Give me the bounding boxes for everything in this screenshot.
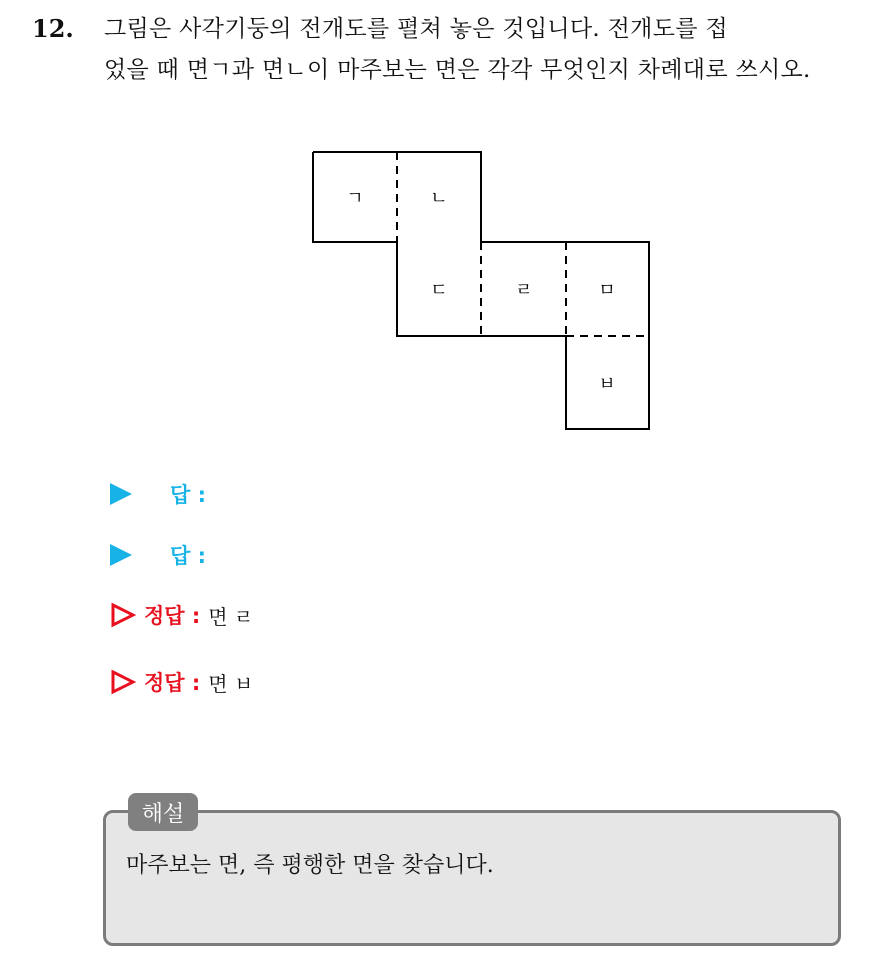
- correct-answer-label: 정답 :: [144, 671, 201, 695]
- prism-net-diagram: [0, 0, 884, 470]
- correct-answer-row-2: [110, 667, 253, 697]
- face-label-rieul: ㄹ: [515, 280, 533, 301]
- face-label-giyeok: ㄱ: [346, 188, 364, 209]
- question-text-line2: 었을 때 면ㄱ과 면ㄴ이 마주보는 면은 각각 무엇인지 차례대로 쓰시오.: [104, 57, 811, 83]
- solution-tag: 해설: [128, 793, 198, 831]
- correct-marker-icon: [110, 669, 136, 695]
- correct-answer-label: 정답 :: [144, 604, 201, 628]
- answer-row-1: [110, 479, 206, 509]
- face-label-digeut: ㄷ: [430, 280, 448, 301]
- face-label-bieup: ㅂ: [598, 374, 616, 395]
- question-number: 12.: [32, 14, 74, 43]
- question-text-line1: 그림은 사각기둥의 전개도를 펼쳐 놓은 것입니다. 전개도를 접: [104, 16, 728, 42]
- answer-label: 답 :: [170, 483, 206, 507]
- face-label-mieum: ㅁ: [598, 280, 616, 301]
- answer-row-2: [110, 540, 206, 570]
- correct-marker-icon: [110, 602, 136, 628]
- correct-answer-value: 면 ㄹ: [208, 604, 254, 629]
- face-label-nieun: ㄴ: [430, 188, 448, 209]
- correct-answer-value: 면 ㅂ: [208, 671, 254, 696]
- answer-marker-icon: [110, 483, 132, 505]
- answer-label: 답 :: [170, 544, 206, 568]
- solution-text: 마주보는 면, 즉 평행한 면을 찾습니다.: [126, 853, 494, 878]
- correct-answer-row-1: [110, 600, 253, 630]
- answer-marker-icon: [110, 544, 132, 566]
